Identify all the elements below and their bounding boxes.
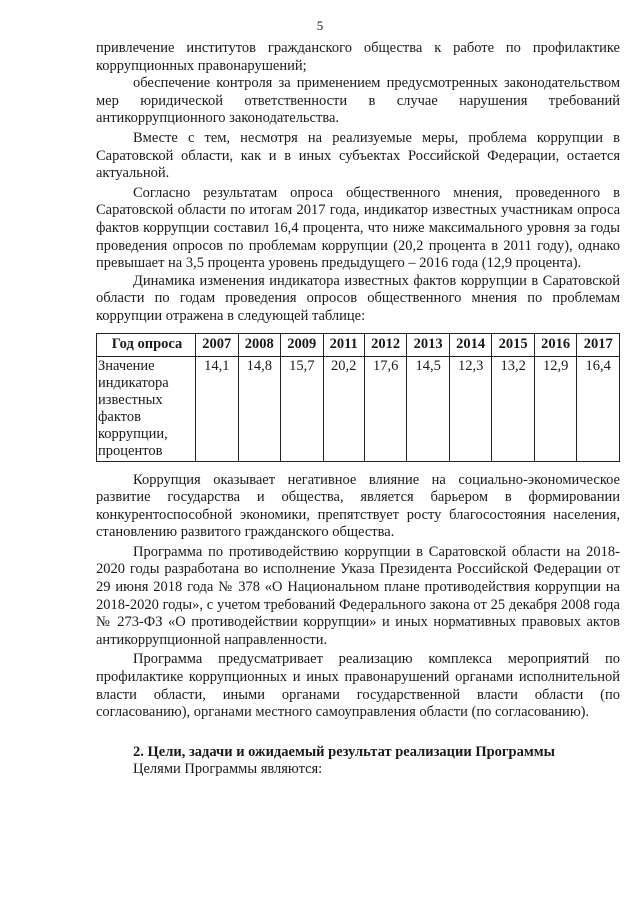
paragraph: Согласно результатам опроса общественного мнения, проведенного в Саратовской области по итогам 2017 года, индикатор известных участникам опроса фактов коррупции составил 16,4 процента, что ниже максимального уровня за годы проведения опросов по проблемам коррупции (20,2 процента в 2011 году), однако превышает на 3,5 процента уровень предыдущего – 2016 года (12,9 процента).: [96, 184, 620, 272]
table-header-row: [97, 333, 620, 356]
page-number: 5: [316, 18, 324, 33]
table-cell: 16,4: [577, 356, 620, 461]
table-header-year: 2011: [323, 333, 364, 356]
paragraph: Программа предусматривает реализацию комплекса мероприятий по профилактике коррупционных и иных правонарушений органами исполнительной власти области, иными органами государственной власти области (по согласованию), органами местного самоуправления области (по согласованию).: [96, 651, 620, 721]
paragraph: Программа по противодействию коррупции в Саратовской области на 2018-2020 годы разработана во исполнение Указа Президента Российской Федерации от 29 июня 2018 года № 378 «О Национальном плане противодействия коррупции на 2018-2020 годы», с учетом требований Федерального закона от 25 декабря 2008 года № 273-ФЗ «О противодействии коррупции» и иных нормативных правовых актов антикоррупционной направленности.: [96, 543, 620, 648]
table-header-year: 2013: [407, 333, 450, 356]
table-cell: 14,8: [238, 356, 281, 461]
table-header-year: 2009: [281, 333, 324, 356]
table-header-year: 2014: [449, 333, 492, 356]
table-row-label: Значение индикатора известных фактов коррупции, процентов: [97, 356, 196, 461]
paragraph: Вместе с тем, несмотря на реализуемые меры, проблема коррупции в Саратовской области, как и в иных субъектах Российской Федерации, остается актуальной.: [96, 129, 620, 182]
table-cell: 14,1: [196, 356, 239, 461]
table-header-label: Год опроса: [97, 333, 196, 356]
table-cell: 17,6: [364, 356, 407, 461]
section-intro: Целями Программы являются:: [133, 761, 323, 778]
section-heading: 2. Цели, задачи и ожидаемый результат реализации Программы: [133, 743, 555, 760]
paragraph: Динамика изменения индикатора известных фактов коррупции в Саратовской области по годам проведения опросов общественного мнения по проблемам коррупции отражена в следующей таблице:: [96, 272, 620, 324]
corruption-indicator-table: [96, 333, 620, 462]
table-cell: 12,9: [534, 356, 577, 461]
table-header-year: 2015: [492, 333, 535, 356]
document-body: [96, 40, 620, 779]
table-header-year: 2008: [238, 333, 281, 356]
paragraph: привлечение институтов гражданского общества к работе по профилактике коррупционных правонарушений;: [96, 40, 620, 74]
paragraph: обеспечение контроля за применением предусмотренных законодательством мер юридической ответственности в случае нарушения требований антикоррупционного законодательства.: [96, 75, 620, 127]
paragraph: Коррупция оказывает негативное влияние на социально-экономическое развитие государства и общества, является барьером в формировании конкурентоспособной экономики, препятствует росту благосостояния населения, становлению развитого гражданского общества.: [96, 471, 620, 541]
table-header-year: 2017: [577, 333, 620, 356]
table-cell: 20,2: [323, 356, 364, 461]
table-header-year: 2012: [364, 333, 407, 356]
table-cell: 15,7: [281, 356, 324, 461]
table-row: [97, 356, 620, 461]
table-header-year: 2007: [196, 333, 239, 356]
table-cell: 13,2: [492, 356, 535, 461]
table-cell: 14,5: [407, 356, 450, 461]
table-cell: 12,3: [449, 356, 492, 461]
table-header-year: 2016: [534, 333, 577, 356]
